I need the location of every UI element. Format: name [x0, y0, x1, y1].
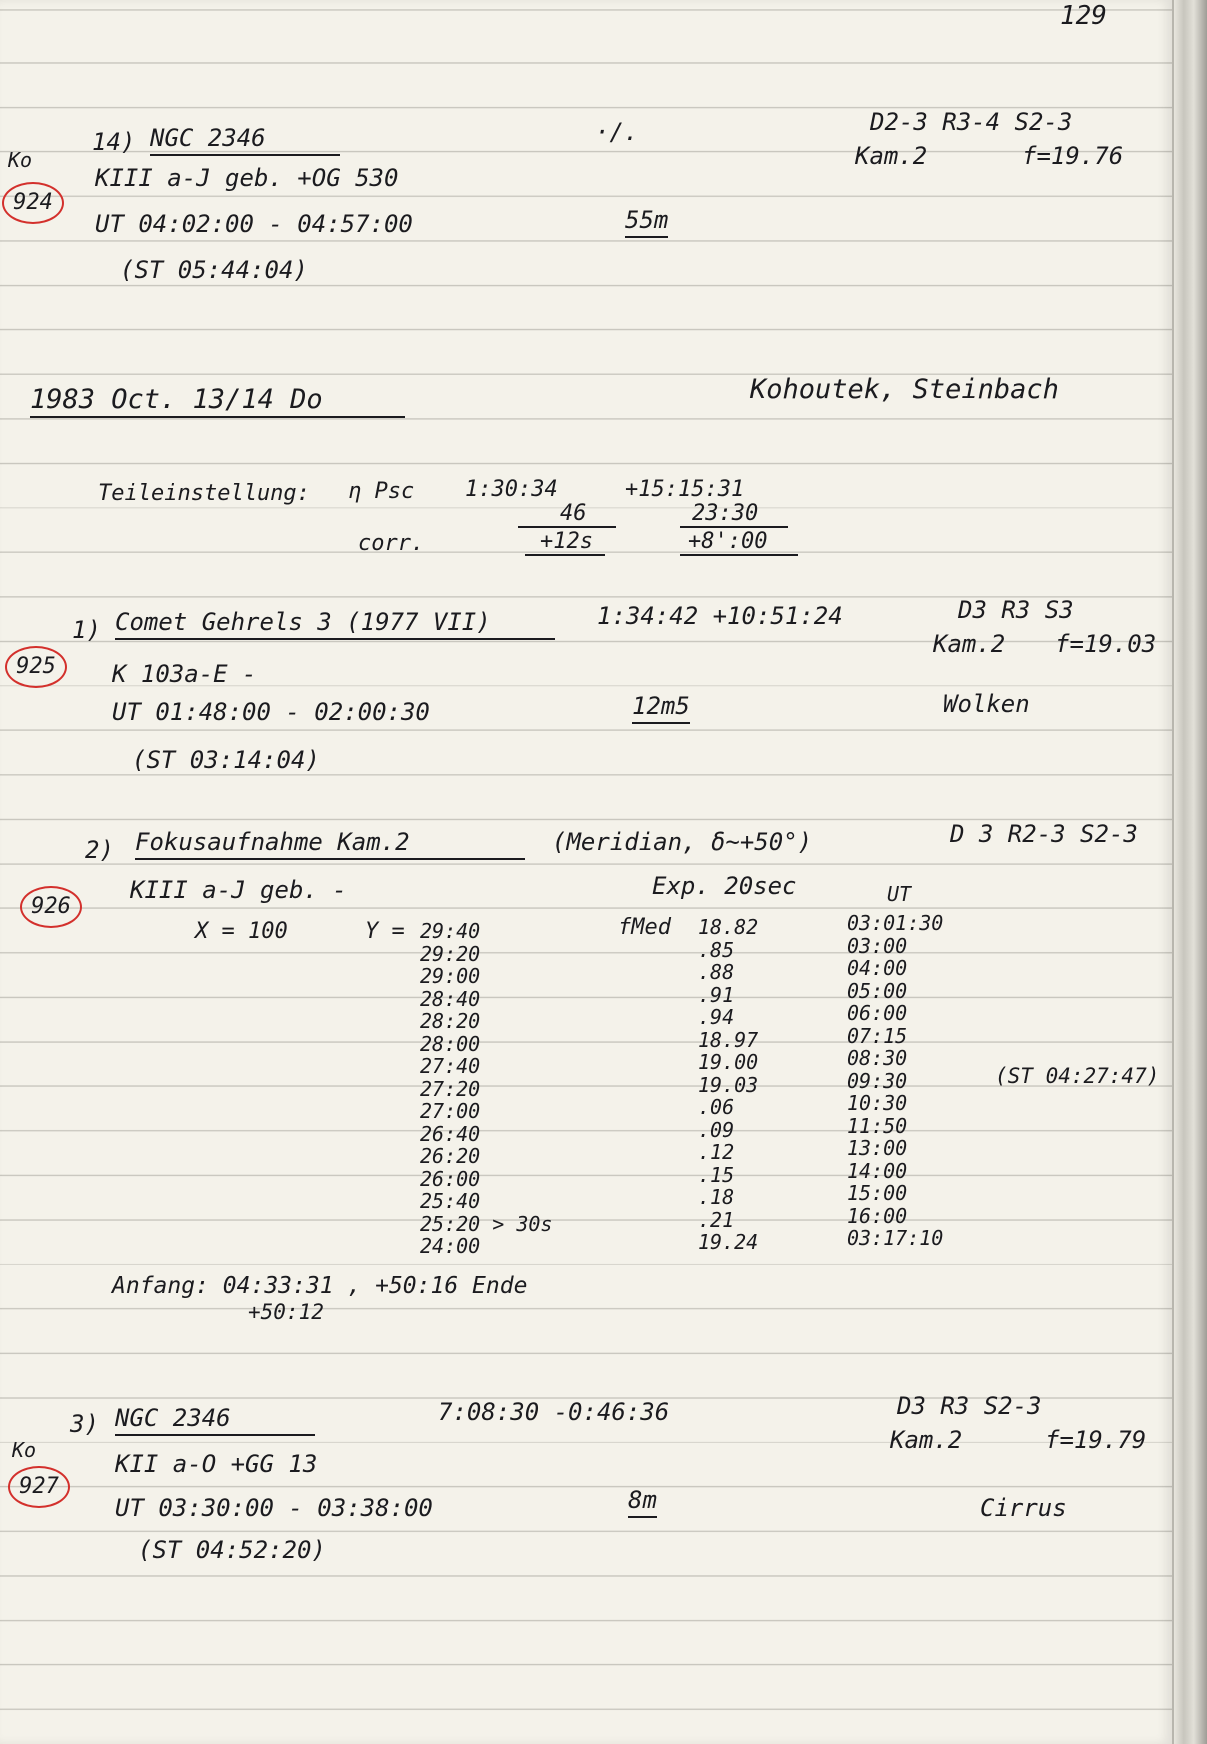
y-values-column — [420, 920, 552, 1258]
ut-range: UT 04:02:00 - 04:57:00 — [95, 210, 413, 238]
note: Cirrus — [980, 1494, 1067, 1522]
calib-ra: 1:30:34 — [465, 477, 558, 502]
ut-value: 06:00 — [847, 1001, 908, 1025]
entry-number: 1) — [72, 616, 101, 644]
object-name: NGC 2346 — [150, 124, 340, 156]
ut-value: 10:30 — [847, 1091, 908, 1115]
y-value: 28:20 — [420, 1009, 481, 1033]
f-value: 18.82 — [698, 915, 759, 939]
plate-number-circle: 924 — [2, 182, 64, 224]
corr-label: corr. — [358, 531, 425, 556]
plate-number-circle: 926 — [20, 886, 82, 928]
ut-col-label: UT — [887, 882, 912, 906]
f-value: .12 — [698, 1140, 735, 1164]
anfang: Anfang: 04:33:31 , +50:16 Ende — [112, 1273, 528, 1299]
calib-rule-dec2 — [680, 554, 798, 556]
focus-value: f=19.03 — [1055, 630, 1157, 658]
observers: Kohoutek, Steinbach — [750, 374, 1059, 405]
entry-number: 2) — [85, 836, 114, 864]
f-value: .94 — [698, 1005, 735, 1029]
y-value: 27:40 — [420, 1054, 481, 1078]
y-value: 26:40 — [420, 1121, 481, 1146]
sidereal-time: (ST 05:44:04) — [120, 256, 308, 284]
f-value: .15 — [698, 1162, 735, 1187]
ut-value: 09:30 — [847, 1068, 908, 1093]
ut-value: 04:00 — [847, 956, 908, 980]
entry-number: 3) — [70, 1410, 99, 1438]
calib-star: η Psc — [348, 479, 415, 504]
plate-number-circle: 927 — [8, 1466, 70, 1508]
f-value: 19.00 — [698, 1050, 759, 1074]
focus-value: f=19.79 — [1045, 1426, 1147, 1454]
f-value: .91 — [698, 982, 735, 1007]
conditions: D2-3 R3-4 S2-3 — [870, 108, 1073, 136]
plate-number-circle: 925 — [5, 646, 67, 688]
calib-dec: +15:15:31 — [625, 477, 745, 502]
camera: Kam.2 — [890, 1426, 963, 1454]
y-value: 24:00 — [420, 1234, 481, 1258]
f-value: .18 — [698, 1185, 735, 1209]
y-value: 25:40 — [420, 1189, 481, 1213]
observer-prefix: Ko — [8, 148, 33, 172]
f-value: 19.24 — [698, 1230, 759, 1254]
ut-values-column — [847, 912, 943, 1250]
camera: Kam.2 — [855, 142, 928, 170]
y-value: 27:20 — [420, 1076, 481, 1101]
night-date: 1983 Oct. 13/14 Do — [30, 386, 405, 418]
f-values-column — [698, 916, 758, 1254]
ut-value: 08:30 — [847, 1046, 908, 1070]
y-value: 29:20 — [420, 941, 481, 966]
conditions: D3 R3 S3 — [958, 596, 1074, 624]
calib-label: Teileinstellung: — [98, 481, 310, 506]
calib-dec-corr: +8':00 — [688, 529, 768, 554]
ut-value: 03:17:10 — [847, 1226, 944, 1250]
ut-value: 14:00 — [847, 1158, 908, 1183]
y-value: 29:40 — [420, 919, 481, 943]
calib-rule-ra2 — [525, 554, 605, 556]
object-name: NGC 2346 — [115, 1404, 315, 1436]
f-value: .09 — [698, 1117, 735, 1142]
x-value: X = 100 — [195, 919, 288, 944]
plate-type: KIII a-J geb. +OG 530 — [95, 164, 399, 192]
focus-value: f=19.76 — [1022, 142, 1124, 170]
entry-subtitle: (Meridian, δ~+50°) — [552, 828, 813, 856]
st-note: (ST 04:27:47) — [995, 1064, 1160, 1088]
y-value: 26:00 — [420, 1166, 481, 1191]
sidereal-time: (ST 03:14:04) — [132, 746, 320, 774]
f-value: 18.97 — [698, 1027, 759, 1052]
entry-title: Fokusaufnahme Kam.2 — [135, 828, 525, 860]
plate-type: K 103a-E - — [112, 660, 257, 688]
y-value: 28:00 — [420, 1031, 481, 1056]
conditions: D 3 R2-3 S2-3 — [950, 820, 1138, 848]
plate-type: KII a-O +GG 13 — [115, 1450, 318, 1478]
y-value: 29:00 — [420, 964, 481, 988]
ut-value: 11:50 — [847, 1113, 908, 1138]
y-value: 27:00 — [420, 1099, 481, 1123]
y-label: Y = — [365, 919, 405, 944]
page-number: 129 — [1060, 1, 1107, 31]
conditions: D3 R3 S2-3 — [897, 1392, 1042, 1420]
f-value: .85 — [698, 937, 735, 962]
exposure: 55m — [625, 206, 668, 238]
entry-number: 14) — [92, 128, 136, 156]
f-value: .88 — [698, 960, 735, 984]
object-name: Comet Gehrels 3 (1977 VII) — [115, 608, 555, 640]
calib-dec2: 23:30 — [692, 501, 759, 526]
ut-range: UT 01:48:00 - 02:00:30 — [112, 698, 430, 726]
anfang-dec: +50:12 — [248, 1300, 324, 1324]
notebook-edge — [1174, 0, 1207, 1744]
ut-value: 03:00 — [847, 933, 908, 958]
ut-value: 07:15 — [847, 1023, 908, 1048]
plate-type: KIII a-J geb. - — [130, 876, 347, 904]
exposure: 8m — [628, 1486, 657, 1518]
y-value: 28:40 — [420, 986, 481, 1011]
ut-value: 15:00 — [847, 1181, 908, 1205]
f-label: fMed — [618, 915, 671, 940]
calib-ra2: 46 — [560, 501, 587, 526]
f-value: .06 — [698, 1095, 735, 1119]
calib-ra-corr: +12s — [540, 529, 593, 554]
y-value: 25:20 > 30s — [420, 1211, 553, 1236]
y-value: 26:20 — [420, 1144, 481, 1168]
ut-value: 13:00 — [847, 1136, 908, 1160]
mark: ·/. — [595, 118, 639, 146]
exposure: Exp. 20sec — [652, 872, 797, 900]
exposure: 12m5 — [632, 692, 690, 724]
camera: Kam.2 — [933, 630, 1006, 658]
ut-range: UT 03:30:00 - 03:38:00 — [115, 1494, 433, 1522]
ut-value: 16:00 — [847, 1203, 908, 1228]
sidereal-time: (ST 04:52:20) — [138, 1536, 326, 1564]
ut-value: 05:00 — [847, 978, 908, 1003]
note: Wolken — [943, 690, 1030, 718]
f-value: 19.03 — [698, 1072, 759, 1097]
f-value: .21 — [698, 1207, 735, 1232]
ut-value: 03:01:30 — [847, 911, 944, 935]
coordinates: 7:08:30 -0:46:36 — [438, 1398, 670, 1426]
observer-prefix: Ko — [12, 1438, 37, 1462]
coordinates: 1:34:42 +10:51:24 — [597, 602, 843, 630]
